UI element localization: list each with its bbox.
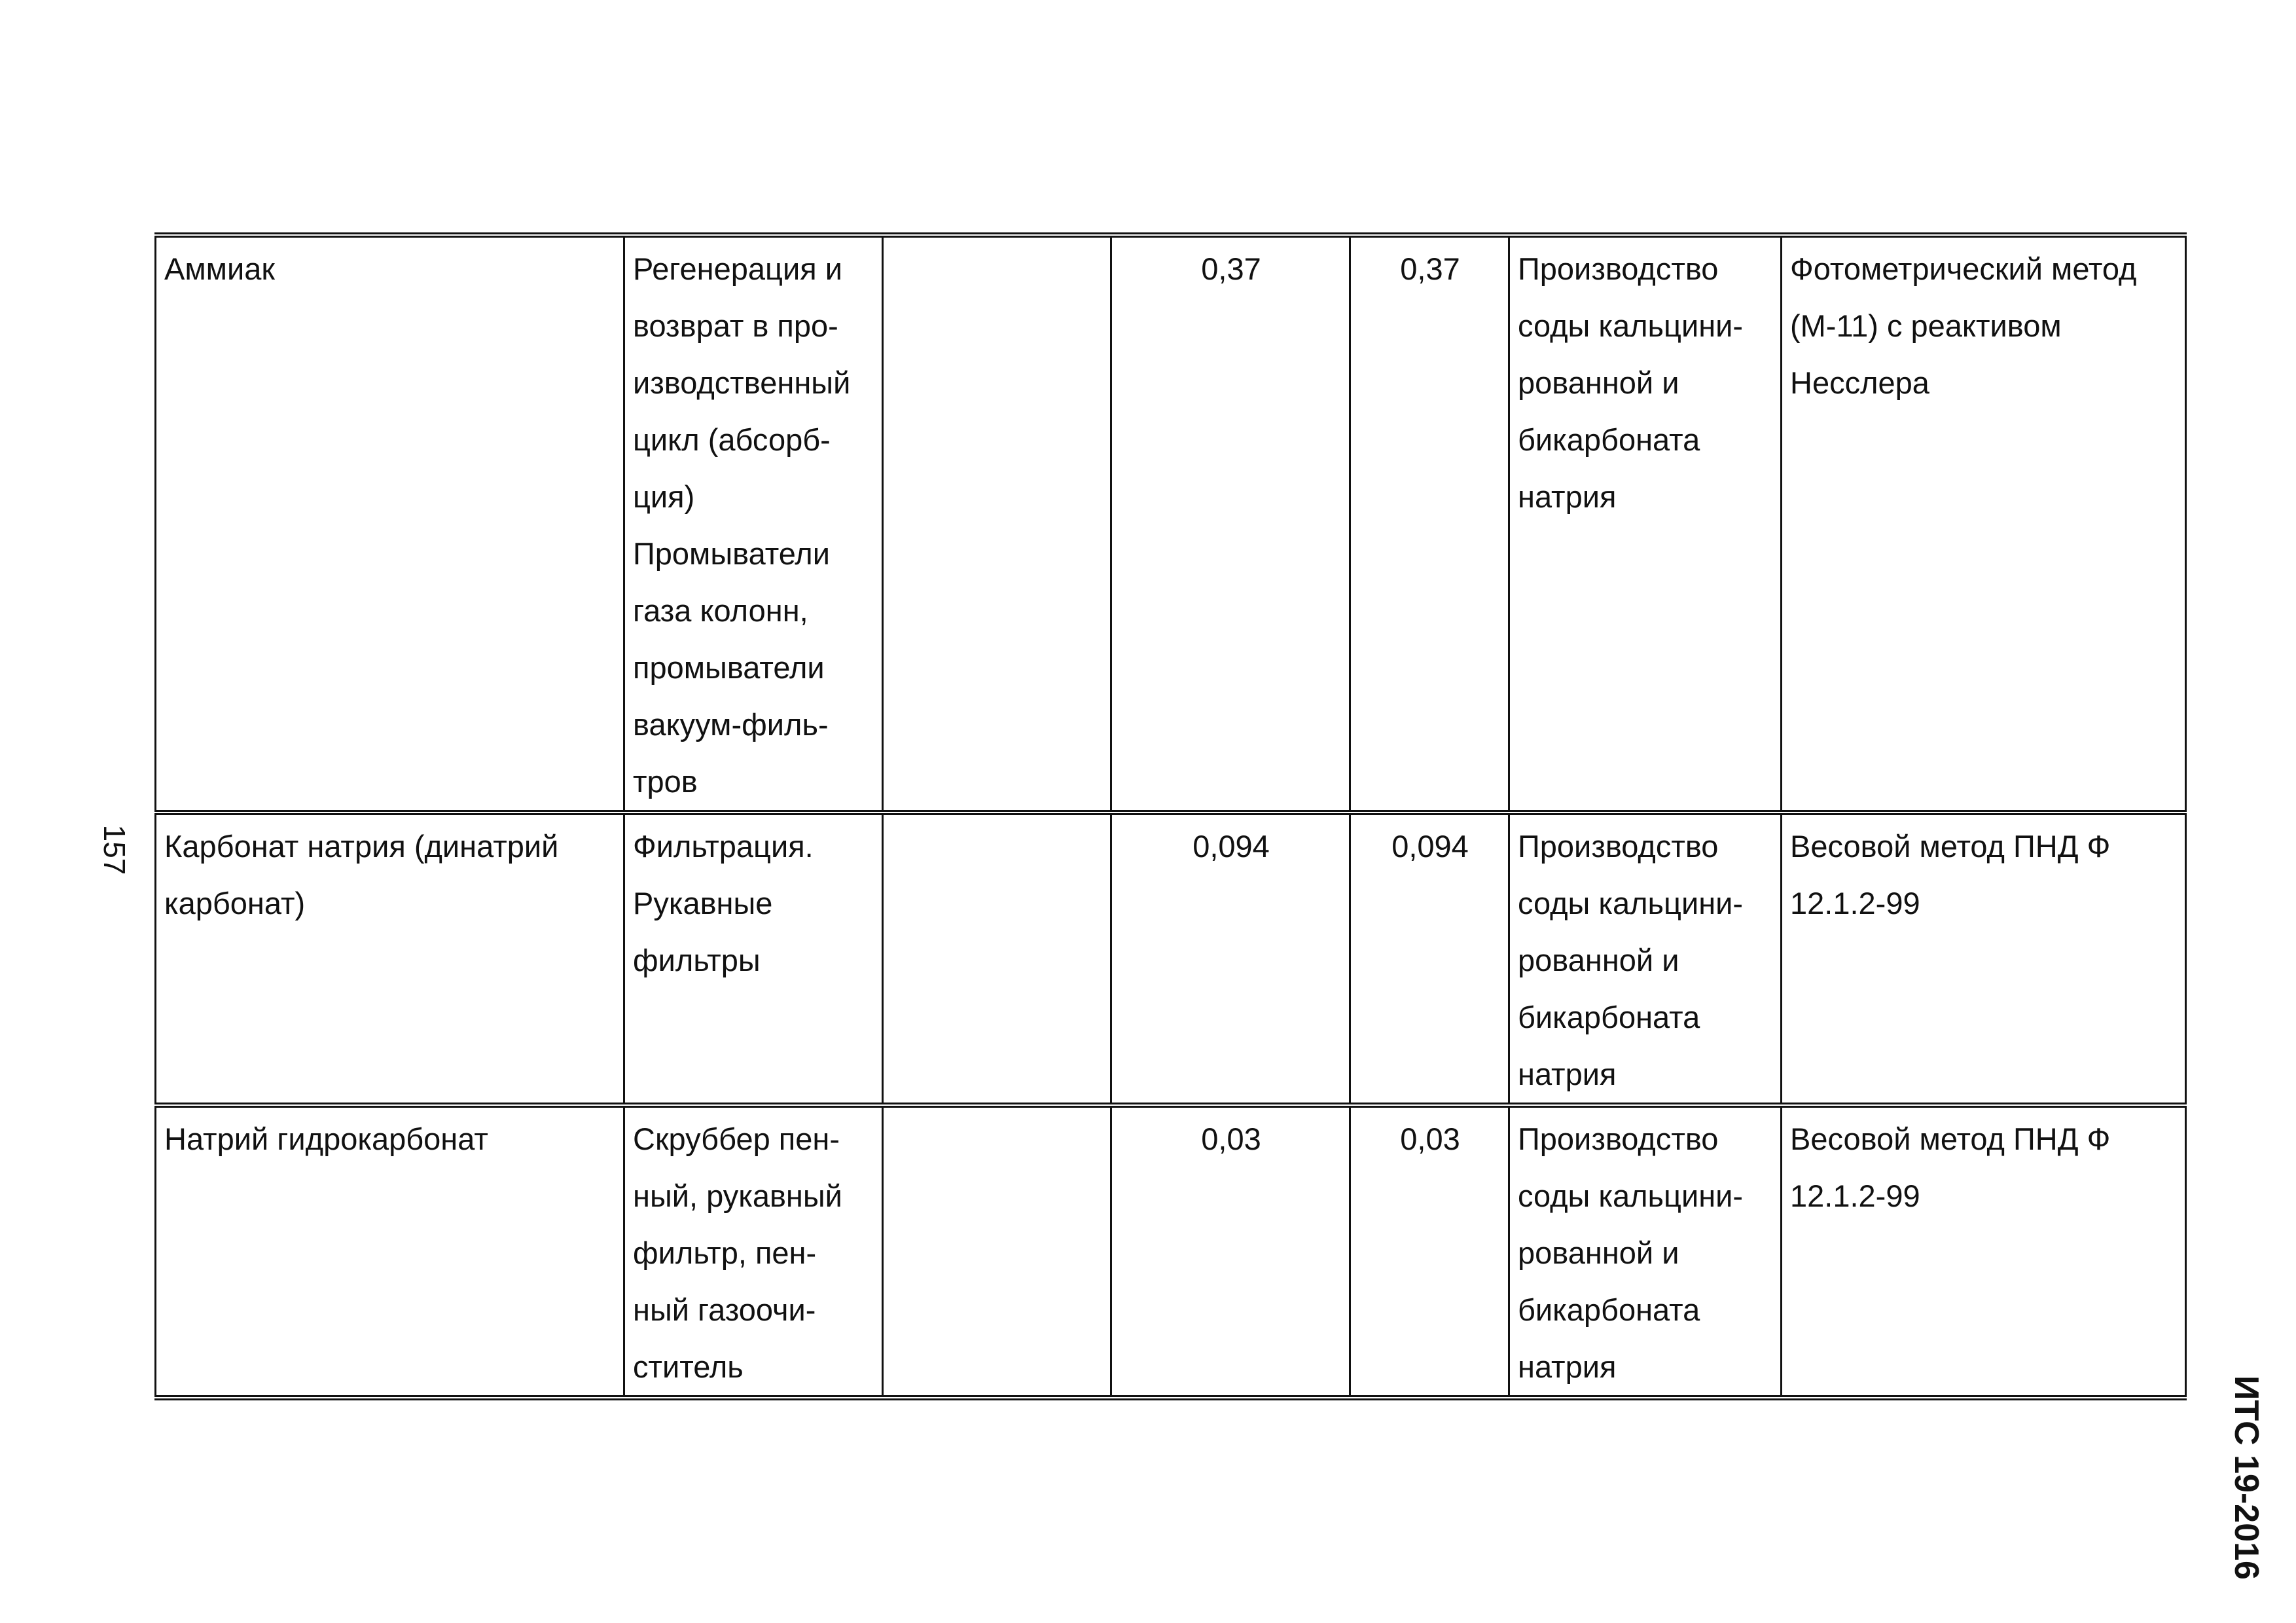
empty-cell: [883, 235, 1111, 812]
value-cell-2: 0,094: [1350, 812, 1509, 1105]
method-cell: Фильтрация. Рукавные фильтры: [624, 812, 883, 1105]
method-cell: Скруббер пен- ный, рукавный фильтр, пен- ный газоочи- ститель: [624, 1105, 883, 1398]
production-cell: Производство соды кальцини- рованной и бикарбоната натрия: [1509, 812, 1782, 1105]
empty-cell: [883, 1105, 1111, 1398]
production-cell: Производство соды кальцини- рованной и бикарбоната натрия: [1509, 1105, 1782, 1398]
value-cell-2: 0,03: [1350, 1105, 1509, 1398]
measurement-method-cell: Фотометрический метод (М-11) с реактивом Несслера: [1782, 235, 2186, 812]
empty-cell: [883, 812, 1111, 1105]
substance-cell: Натрий гидрокарбонат: [156, 1105, 624, 1398]
value-cell-2: 0,37: [1350, 235, 1509, 812]
production-cell: Производство соды кальцини- рованной и бикарбоната натрия: [1509, 235, 1782, 812]
value-cell-1: 0,03: [1111, 1105, 1350, 1398]
method-cell: Регенерация и возврат в про- изводственный цикл (абсорб- ция) Промыватели газа колонн, промыватели вакуум-филь- тров: [624, 235, 883, 812]
measurement-method-cell: Весовой метод ПНД Ф 12.1.2-99: [1782, 812, 2186, 1105]
document-code: ИТС 19-2016: [2227, 1376, 2265, 1580]
table-row: [156, 812, 2186, 1105]
substance-cell: Карбонат натрия (динатрий карбонат): [156, 812, 624, 1105]
value-cell-1: 0,37: [1111, 235, 1350, 812]
measurement-method-cell: Весовой метод ПНД Ф 12.1.2-99: [1782, 1105, 2186, 1398]
emissions-table: [154, 232, 2187, 1400]
page-number: 157: [98, 824, 132, 875]
table-row: [156, 1105, 2186, 1398]
substance-cell: Аммиак: [156, 235, 624, 812]
table-row: [156, 235, 2186, 812]
value-cell-1: 0,094: [1111, 812, 1350, 1105]
